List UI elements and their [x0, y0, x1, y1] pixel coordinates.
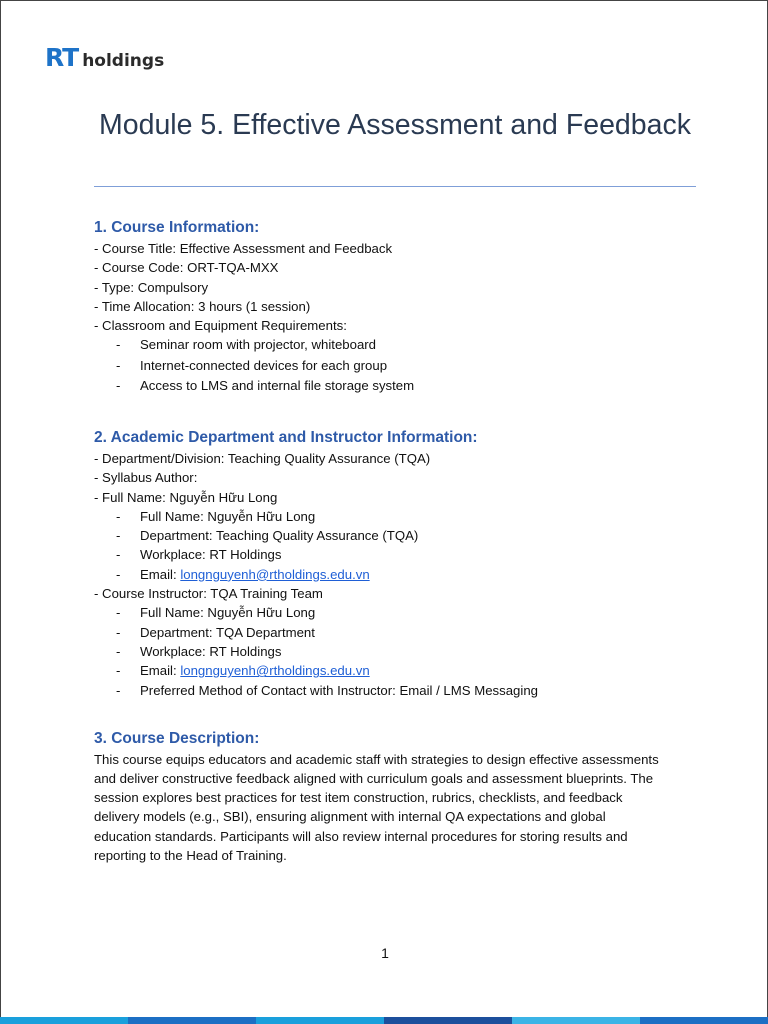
bullet-dash: -	[116, 682, 121, 698]
bullet-dash: -	[116, 566, 121, 582]
instructor-email-link[interactable]: longnguyenh@rtholdings.edu.vn	[180, 663, 370, 679]
section-heading-department: 2. Academic Department and Instructor Information:	[94, 428, 478, 446]
course-description-paragraph	[94, 750, 700, 865]
footer-bar-segment	[512, 1017, 640, 1024]
instructor-email-label: Email:	[140, 663, 181, 679]
logo-holdings-text: holdings	[82, 51, 165, 71]
list-item	[94, 642, 700, 661]
instructor-department: Department: TQA Department	[140, 624, 315, 640]
company-logo	[45, 43, 164, 72]
equipment-item: Access to LMS and internal file storage system	[140, 378, 415, 394]
instructor-workplace: Workplace: RT Holdings	[140, 643, 282, 659]
document-title: Module 5. Effective Assessment and Feedback	[99, 109, 691, 141]
syllabus-author-line: - Syllabus Author:	[94, 470, 198, 486]
requirements-line: - Classroom and Equipment Requirements:	[94, 318, 347, 334]
document-body	[94, 217, 700, 865]
bullet-dash: -	[116, 378, 121, 394]
equipment-item: Internet-connected devices for each group	[140, 357, 388, 373]
footer-bar-segment	[640, 1017, 768, 1024]
section-heading-course-description: 3. Course Description:	[94, 729, 260, 747]
list-item	[94, 661, 700, 680]
author-workplace: Workplace: RT Holdings	[140, 547, 282, 563]
description-line: reporting to the Head of Training.	[94, 847, 287, 863]
department-line: - Department/Division: Teaching Quality Assurance (TQA)	[94, 450, 431, 466]
bullet-dash: -	[116, 528, 121, 544]
footer-bar-segment	[128, 1017, 256, 1024]
list-item	[94, 681, 700, 700]
description-line: education standards. Participants will also review internal procedures for storing results and	[94, 828, 628, 844]
footer-bar-segment	[256, 1017, 384, 1024]
list-item	[94, 545, 700, 564]
list-item	[94, 356, 700, 377]
bullet-dash: -	[116, 605, 121, 621]
author-email-label: Email:	[140, 566, 181, 582]
list-item	[94, 526, 700, 545]
description-line: session explores best practices for test item construction, rubrics, checklists, and feedback	[94, 790, 623, 806]
list-item	[94, 335, 700, 356]
preferred-contact: Preferred Method of Contact with Instructor: Email / LMS Messaging	[140, 682, 538, 698]
time-allocation-line: - Time Allocation: 3 hours (1 session)	[94, 298, 311, 314]
bullet-dash: -	[116, 357, 121, 373]
author-full-name: Full Name: Nguyễn Hữu Long	[140, 508, 316, 524]
description-line: delivery models (e.g., SBI), ensuring alignment with internal QA expectations and global	[94, 809, 606, 825]
description-line: This course equips educators and academic staff with strategies to design effective assessments	[94, 751, 659, 767]
footer-bar-segment	[384, 1017, 512, 1024]
list-item	[94, 565, 700, 584]
list-item	[94, 603, 700, 622]
bullet-dash: -	[116, 337, 121, 353]
section-heading-course-information: 1. Course Information:	[94, 219, 260, 236]
bullet-dash: -	[116, 508, 121, 524]
course-code-line: - Course Code: ORT-TQA-MXX	[94, 260, 279, 276]
bullet-dash: -	[116, 547, 121, 563]
bullet-dash: -	[116, 643, 121, 659]
author-email-link[interactable]: longnguyenh@rtholdings.edu.vn	[180, 566, 370, 582]
instructor-full-name: Full Name: Nguyễn Hữu Long	[140, 605, 316, 621]
footer-color-bar	[0, 1017, 768, 1024]
title-divider	[94, 186, 696, 187]
course-type-line: - Type: Compulsory	[94, 279, 209, 295]
footer-bar-segment	[0, 1017, 128, 1024]
list-item	[94, 623, 700, 642]
description-line: and deliver constructive feedback aligned with curriculum goals and assessment blueprints. The	[94, 771, 654, 787]
course-title-line: - Course Title: Effective Assessment and Feedback	[94, 241, 393, 256]
bullet-dash: -	[116, 663, 121, 679]
page-number: 1	[381, 945, 389, 961]
author-department: Department: Teaching Quality Assurance (TQA)	[140, 528, 419, 544]
full-name-line: - Full Name: Nguyễn Hữu Long	[94, 489, 278, 505]
logo-rt-text: RT	[45, 43, 79, 72]
course-instructor-line: - Course Instructor: TQA Training Team	[94, 586, 323, 602]
list-item	[94, 507, 700, 526]
list-item	[94, 376, 700, 397]
bullet-dash: -	[116, 624, 121, 640]
equipment-item: Seminar room with projector, whiteboard	[140, 337, 377, 353]
